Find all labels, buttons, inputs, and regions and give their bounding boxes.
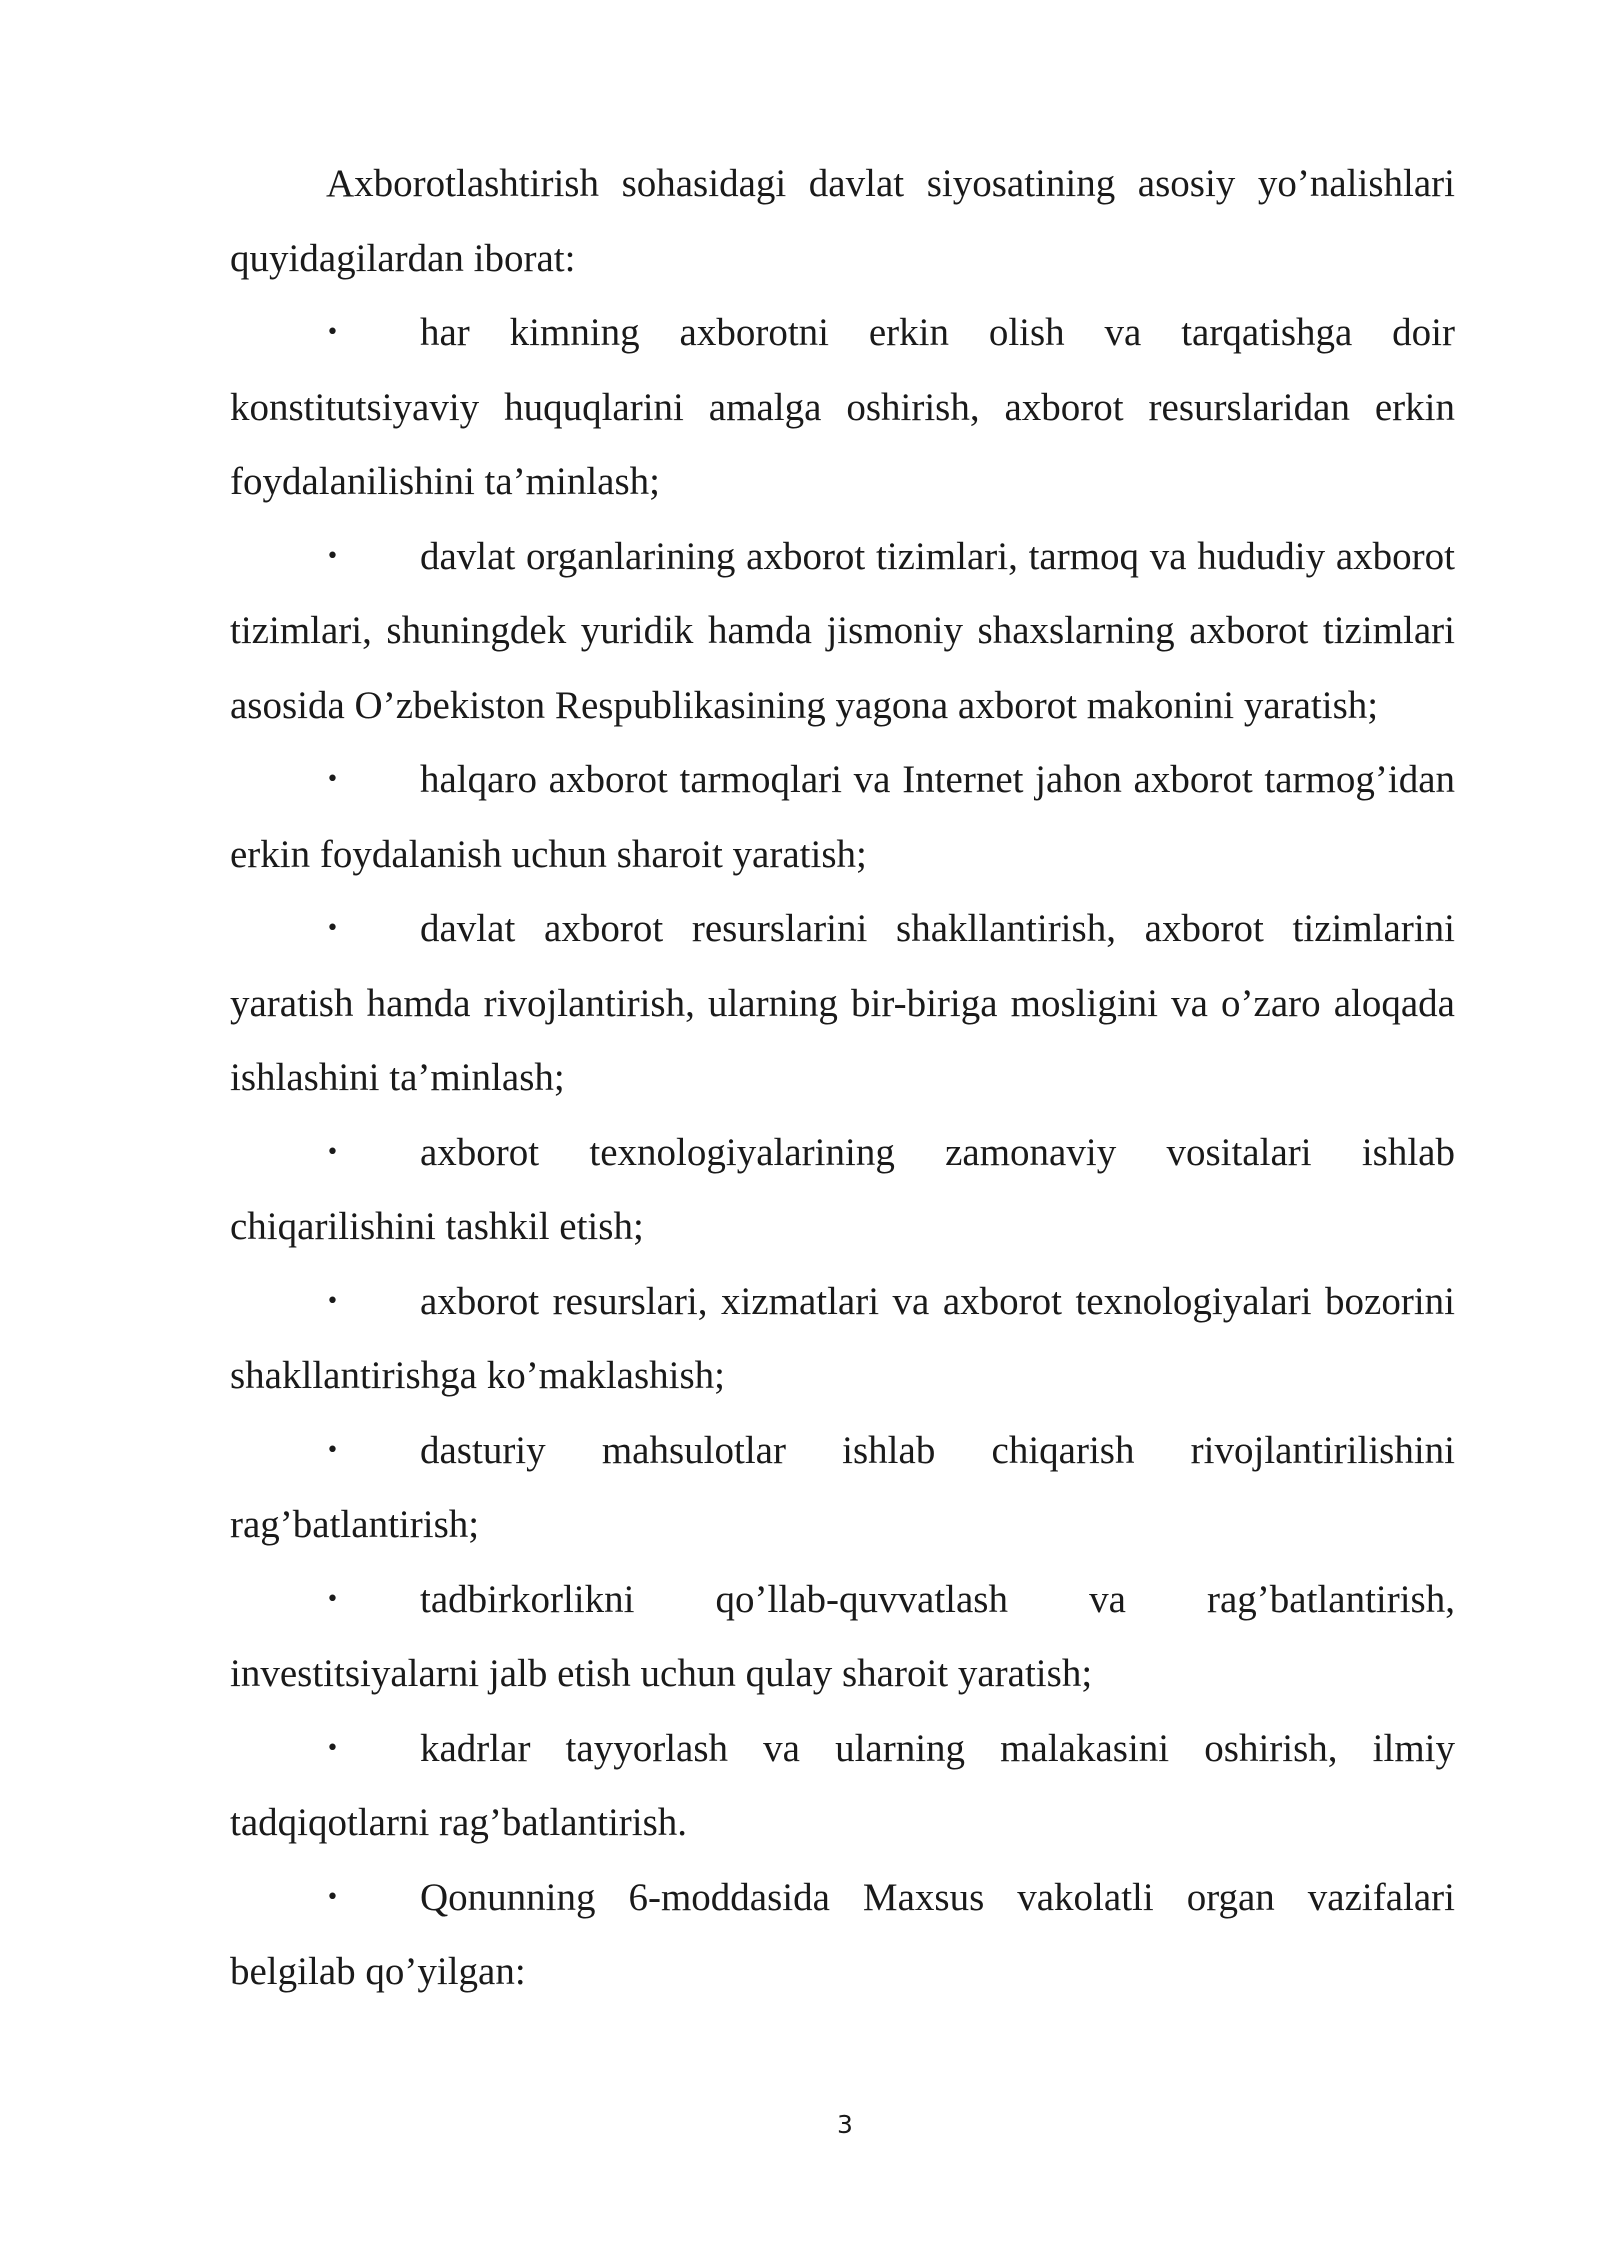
list-item xyxy=(230,1861,1455,2010)
list-item xyxy=(230,296,1455,520)
list-item xyxy=(230,1414,1455,1563)
list-item xyxy=(230,520,1455,744)
list-item xyxy=(230,1116,1455,1265)
bullet-icon: • xyxy=(326,1437,339,1463)
bullet-icon: • xyxy=(326,1139,339,1165)
bullet-icon: • xyxy=(326,1884,339,1910)
list-item-text: axborot resurslari, xizmatlari va axborot texnologiyalari bozorini shakllantirishga ko’maklashish; xyxy=(230,1279,1455,1397)
list-item xyxy=(230,1712,1455,1861)
body-text xyxy=(230,147,1455,2010)
bullet-icon: • xyxy=(326,1586,339,1612)
list-item xyxy=(230,892,1455,1116)
bullet-icon: • xyxy=(326,1288,339,1314)
list-item-text: davlat organlarining axborot tizimlari, tarmoq va hududiy axborot tizimlari, shuningdek yuridik hamda jismoniy shaxslarning axborot tizimlari asosida O’zbekiston Respublikasining yagona axborot makonini yaratish; xyxy=(230,534,1455,727)
list-item-text: dasturiy mahsulotlar ishlab chiqarish rivojlantirilishini rag’batlantirish; xyxy=(230,1428,1455,1546)
list-item-text: kadrlar tayyorlash va ularning malakasini oshirish, ilmiy tadqiqotlarni rag’batlantirish. xyxy=(230,1726,1455,1844)
bullet-icon: • xyxy=(326,1735,339,1761)
list-item-text: halqaro axborot tarmoqlari va Internet jahon axborot tarmog’idan erkin foydalanish uchun sharoit yaratish; xyxy=(230,758,1455,876)
list-item xyxy=(230,1265,1455,1414)
bullet-icon: • xyxy=(326,320,339,345)
intro-paragraph: Axborotlashtirish sohasidagi davlat siyosatining asosiy yo’nalishlari quyidagilardan iborat: xyxy=(230,162,1455,280)
page-number: 3 xyxy=(837,2110,853,2139)
list-item xyxy=(230,1563,1455,1712)
list-item-text: tadbirkorlikni qo’llab-quvvatlash va rag’batlantirish, investitsiyalarni jalb etish uchun qulay sharoit yaratish; xyxy=(230,1577,1455,1695)
list-item-text: axborot texnologiyalarining zamonaviy vositalari ishlab chiqarilishini tashkil etish; xyxy=(230,1130,1455,1248)
bullet-icon: • xyxy=(326,767,339,792)
list-item-text: Qonunning 6-moddasida Maxsus vakolatli organ vazifalari belgilab qo’yilgan: xyxy=(230,1875,1455,1993)
bullet-icon: • xyxy=(326,916,339,941)
list-item-text: davlat axborot resurslarini shakllantirish, axborot tizimlarini yaratish hamda rivojlantirish, ularning bir-biriga mosligini va o’zaro aloqada ishlashini ta’minlash; xyxy=(230,907,1455,1099)
list-item xyxy=(230,743,1455,892)
bullet-icon: • xyxy=(326,543,339,569)
list-item-text: har kimning axborotni erkin olish va tarqatishga doir konstitutsiyaviy huquqlarini amalga oshirish, axborot resurslaridan erkin foydalanilishini ta’minlash; xyxy=(230,311,1455,503)
